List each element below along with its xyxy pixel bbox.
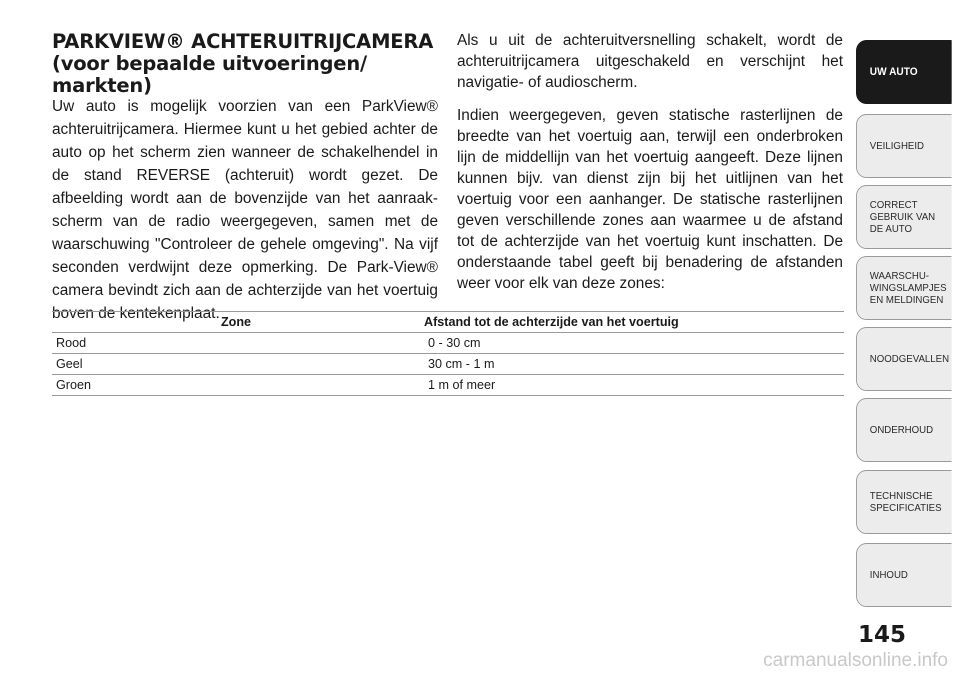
tab-correct-gebruik[interactable]: CORRECT GEBRUIK VAN DE AUTO (856, 185, 952, 249)
tab-inhoud[interactable]: INHOUD (856, 543, 952, 607)
tab-veiligheid[interactable]: VEILIGHEID (856, 114, 952, 178)
table-header-distance: Afstand tot de achterzijde van het voertuig (420, 312, 844, 333)
tab-uw-auto[interactable]: UW AUTO (856, 40, 952, 104)
chapter-tabs (856, 0, 960, 678)
distance-cell: 1 m of meer (420, 375, 844, 396)
intro-paragraph: Uw auto is mogelijk voorzien van een ParkView® achteruitrijcamera. Hiermee kunt u het gebied achter de auto op het scherm zien wanneer de schakelhendel in de stand REVERSE (achteruit) wordt gezet. De afbeelding wordt aan de bovenzijde van het aanraak-scherm van de radio weergegeven, samen met de waarschuwing "Controleer de gehele omgeving". Na vijf seconden verdwijnt deze opmerking. De Park-View® camera bevindt zich aan de achterzijde van het voertuig boven de kentekenplaat. (52, 98, 438, 322)
page-number: 145 (858, 622, 907, 648)
gridlines-paragraph: Indien weergegeven, geven statische rasterlijnen de breedte van het voertuig aan, terwijl een onderbroken lijn de middellijn van het voertuig aangeeft. Deze lijnen kunnen bijv. van dienst zijn bij het uitlijnen van het voertuig voor een aanhanger. De statische rasterlijnen geven verschillende zones aan waarmee u de afstand tot de achterzijde van het voertuig kunt inschatten. De onderstaande tabel geeft bij benadering de afstanden weer voor elk van deze zones: (457, 107, 843, 292)
watermark: carmanualsonline.info (763, 650, 948, 671)
tab-noodgevallen[interactable]: NOODGEVALLEN (856, 327, 952, 391)
left-column (52, 95, 438, 339)
table-row (52, 375, 844, 396)
distance-zones-table (52, 311, 844, 396)
distance-cell: 30 cm - 1 m (420, 354, 844, 375)
tab-waarschuwingslampjes[interactable]: WAARSCHU- WINGSLAMPJES EN MELDINGEN (856, 256, 952, 320)
tab-technische-specificaties[interactable]: TECHNISCHE SPECIFICATIES (856, 470, 952, 534)
table-header-zone: Zone (52, 312, 420, 333)
zone-cell: Rood (52, 333, 420, 354)
table-header-row (52, 312, 844, 333)
reverse-paragraph: Als u uit de achteruitversnelling schakelt, wordt de achteruitrijcamera uitgeschakeld en verschijnt het navigatie- of audioscherm. (457, 32, 843, 91)
section-heading (52, 31, 447, 97)
zone-cell: Geel (52, 354, 420, 375)
heading-line-1: PARKVIEW® ACHTERUITRIJCAMERA (52, 30, 434, 53)
heading-line-2: (voor bepaalde uitvoeringen/ (52, 52, 367, 75)
heading-line-3: markten) (52, 74, 152, 97)
table-row (52, 354, 844, 375)
distance-cell: 0 - 30 cm (420, 333, 844, 354)
table-row (52, 333, 844, 354)
zone-cell: Groen (52, 375, 420, 396)
right-column (457, 30, 843, 306)
tab-onderhoud[interactable]: ONDERHOUD (856, 398, 952, 462)
